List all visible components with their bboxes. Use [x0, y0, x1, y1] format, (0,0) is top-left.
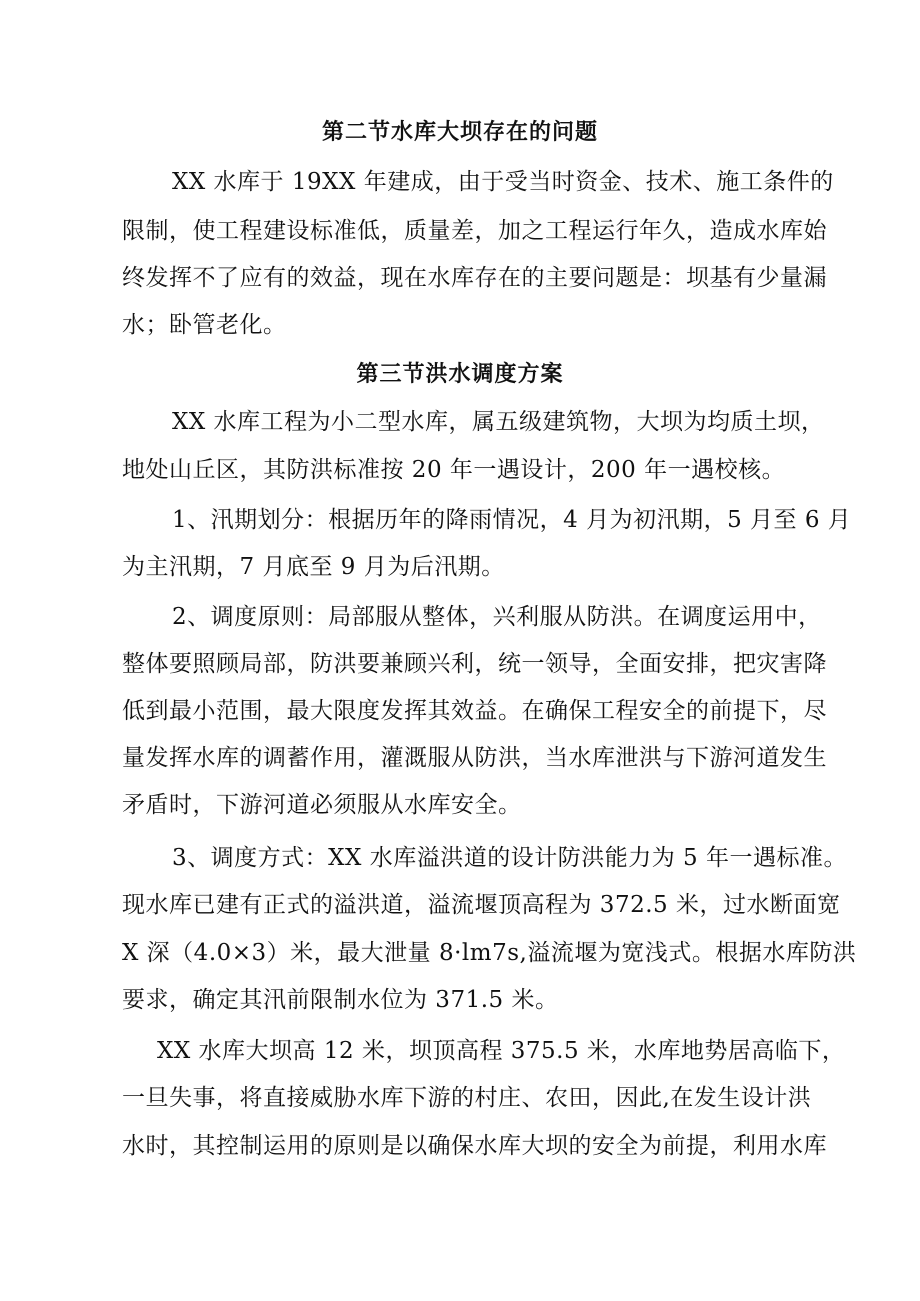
paragraph-line: 限制，使工程建设标准低，质量差，加之工程运行年久，造成水库始	[122, 218, 827, 244]
paragraph-line: 水；卧管老化。	[122, 312, 287, 338]
paragraph-line: 量发挥水库的调蓄作用，灌溉服从防洪，当水库泄洪与下游河道发生	[122, 745, 827, 771]
paragraph-line: 整体要照顾局部，防洪要兼顾兴利，统一领导，全面安排，把灾害降	[122, 651, 827, 677]
paragraph-line: 现水库已建有正式的溢洪道，溢流堰顶高程为 372.5 米，过水断面宽	[122, 892, 841, 918]
paragraph-line: 低到最小范围，最大限度发挥其效益。在确保工程安全的前提下，尽	[122, 698, 827, 724]
paragraph-line: 矛盾时，下游河道必须服从水库安全。	[122, 792, 522, 818]
paragraph-line: 一旦失事，将直接威胁水库下游的村庄、农田，因此,在发生设计洪	[122, 1085, 812, 1111]
paragraph-line: 1、汛期划分：根据历年的降雨情况，4 月为初汛期，5 月至 6 月	[172, 507, 852, 533]
paragraph-line: 终发挥不了应有的效益，现在水库存在的主要问题是：坝基有少量漏	[122, 265, 827, 291]
paragraph-line: 地处山丘区，其防洪标准按 20 年一遇设计，200 年一遇校核。	[122, 457, 786, 483]
paragraph-line: 3、调度方式：XX 水库溢洪道的设计防洪能力为 5 年一遇标准。	[172, 845, 847, 871]
paragraph-line: XX 水库于 19XX 年建成，由于受当时资金、技术、施工条件的	[172, 169, 834, 195]
paragraph-line: 水时，其控制运用的原则是以确保水库大坝的安全为前提，利用水库	[122, 1133, 827, 1159]
paragraph-line: 2、调度原则：局部服从整体，兴利服从防洪。在调度运用中，	[172, 604, 822, 630]
section-heading-dam-problems: 第二节水库大坝存在的问题	[321, 119, 598, 145]
paragraph-line: 要求，确定其汛前限制水位为 371.5 米。	[122, 987, 559, 1013]
paragraph-line: X 深（4.0×3）米，最大泄量 8·lm7s,溢流堰为宽浅式。根据水库防洪	[122, 940, 857, 966]
paragraph-line: XX 水库工程为小二型水库，属五级建筑物，大坝为均质土坝，	[172, 409, 825, 435]
section-heading-flood-dispatch: 第三节洪水调度方案	[356, 361, 564, 387]
paragraph-line: 为主汛期，7 月底至 9 月为后汛期。	[122, 554, 505, 580]
paragraph-line: XX 水库大坝高 12 米，坝顶高程 375.5 米，水库地势居高临下，	[157, 1038, 846, 1064]
